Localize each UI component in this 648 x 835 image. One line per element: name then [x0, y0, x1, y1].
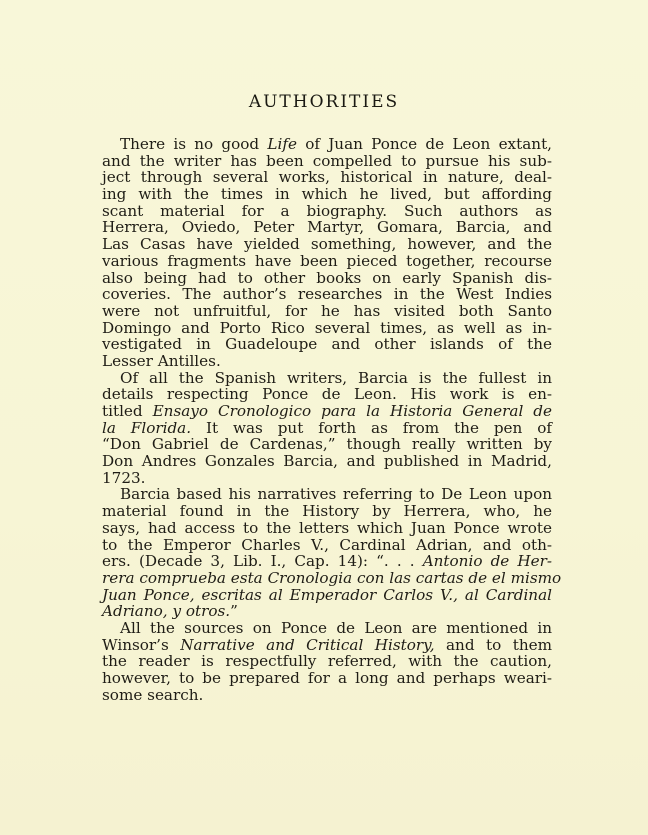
- text-run: material found in the History by Herrera, who, he: [102, 502, 552, 521]
- text-line: [102, 670, 552, 687]
- text-line: [102, 587, 552, 604]
- text-line: [102, 436, 552, 453]
- text-line: [102, 203, 552, 220]
- text-line: [102, 353, 552, 370]
- text-line: [102, 420, 552, 437]
- text-line: [102, 136, 552, 153]
- text-run: and the writer has been compelled to pursue his sub-: [102, 151, 552, 170]
- text-line: [102, 169, 552, 186]
- text-run: Don Andres Gonzales Barcia, and published in Madrid,: [102, 452, 552, 471]
- text-run: of Juan Ponce de Leon extant,: [296, 135, 552, 153]
- text-run: were not unfruitful, for he has visited both Santo: [102, 301, 552, 320]
- text-line: [102, 186, 552, 203]
- text-run: Winsor’s: [102, 635, 181, 654]
- italic-text-run: Narrative and Critical History,: [180, 635, 435, 654]
- text-run: the reader is respectfully referred, with the caution,: [102, 652, 552, 671]
- text-line: [102, 687, 552, 704]
- text-run: some search.: [102, 685, 204, 704]
- italic-text-run: Life: [267, 135, 297, 153]
- text-line: [102, 637, 552, 654]
- italic-text-run: la Florida.: [102, 418, 192, 437]
- text-run: and to them: [434, 635, 552, 654]
- body-text: [102, 135, 562, 704]
- text-run: vestigated in Guadeloupe and other islands of the: [102, 335, 552, 354]
- text-line: [102, 236, 552, 253]
- text-run: however, to be prepared for a long and perhaps weari-: [102, 669, 552, 687]
- text-line: [102, 470, 552, 487]
- text-run: titled: [102, 402, 153, 420]
- text-run: details respecting Ponce de Leon. His work is en-: [102, 385, 552, 404]
- text-line: [102, 453, 552, 470]
- text-line: [102, 219, 552, 236]
- page-heading: AUTHORITIES: [248, 92, 400, 112]
- italic-text-run: Ensayo Cronologico para la Historia General de: [152, 402, 552, 420]
- italic-text-run: rera comprueba esta Cronologia con las cartas de el mismo: [102, 568, 562, 587]
- italic-text-run: Juan Ponce, escritas al Emperador Carlos V., al Cardinal: [102, 585, 552, 604]
- text-line: [102, 603, 552, 620]
- text-run: It was put forth as from the pen of: [191, 418, 552, 437]
- text-line: [102, 386, 552, 403]
- text-run: 1723.: [102, 468, 146, 487]
- text-run: ing with the times in which he lived, but affording: [102, 185, 552, 204]
- text-run: ”: [230, 602, 238, 621]
- text-run: Herrera, Oviedo, Peter Martyr, Gomara, Barcia, and: [102, 218, 552, 237]
- text-line: [102, 270, 552, 287]
- text-run: coveries. The author’s researches in the West Indies: [102, 285, 552, 304]
- text-line: [102, 486, 552, 503]
- text-line: [102, 370, 552, 387]
- text-line: [102, 336, 552, 353]
- text-line: [102, 553, 552, 570]
- text-line: [102, 403, 552, 420]
- text-run: scant material for a biography. Such authors as: [102, 201, 552, 220]
- text-run: ers. (Decade 3, Lib. I., Cap. 14): “. . .: [102, 552, 423, 571]
- text-line: [102, 537, 552, 554]
- text-line: [102, 320, 552, 337]
- text-line: [102, 303, 552, 320]
- text-run: “Don Gabriel de Cardenas,” though really written by: [102, 435, 552, 454]
- text-line: [102, 503, 552, 520]
- text-run: Las Casas have yielded something, however, and the: [102, 235, 552, 254]
- text-line: [102, 620, 552, 637]
- text-run: Barcia based his narratives referring to De Leon upon: [120, 485, 552, 504]
- text-run: Lesser Antilles.: [102, 351, 221, 370]
- italic-text-run: Adriano, y otros.: [102, 602, 231, 621]
- text-run: to the Emperor Charles V., Cardinal Adrian, and oth-: [102, 535, 552, 554]
- text-run: also being had to other books on early Spanish dis-: [102, 268, 552, 287]
- text-run: ject through several works, historical in nature, deal-: [102, 168, 552, 187]
- text-run: Domingo and Porto Rico several times, as well as in-: [102, 318, 552, 337]
- text-run: various fragments have been pieced together, recourse: [102, 251, 552, 270]
- text-run: There is no good: [120, 135, 268, 153]
- italic-text-run: Antonio de Her-: [422, 552, 552, 571]
- text-line: [102, 153, 552, 170]
- text-line: [102, 520, 552, 537]
- text-line: [102, 568, 562, 587]
- text-run: All the sources on Ponce de Leon are mentioned in: [120, 618, 552, 637]
- text-run: says, had access to the letters which Juan Ponce wrote: [102, 518, 552, 537]
- text-line: [102, 286, 552, 303]
- text-line: [102, 653, 552, 670]
- text-line: [102, 253, 552, 270]
- text-run: Of all the Spanish writers, Barcia is the fullest in: [120, 368, 552, 387]
